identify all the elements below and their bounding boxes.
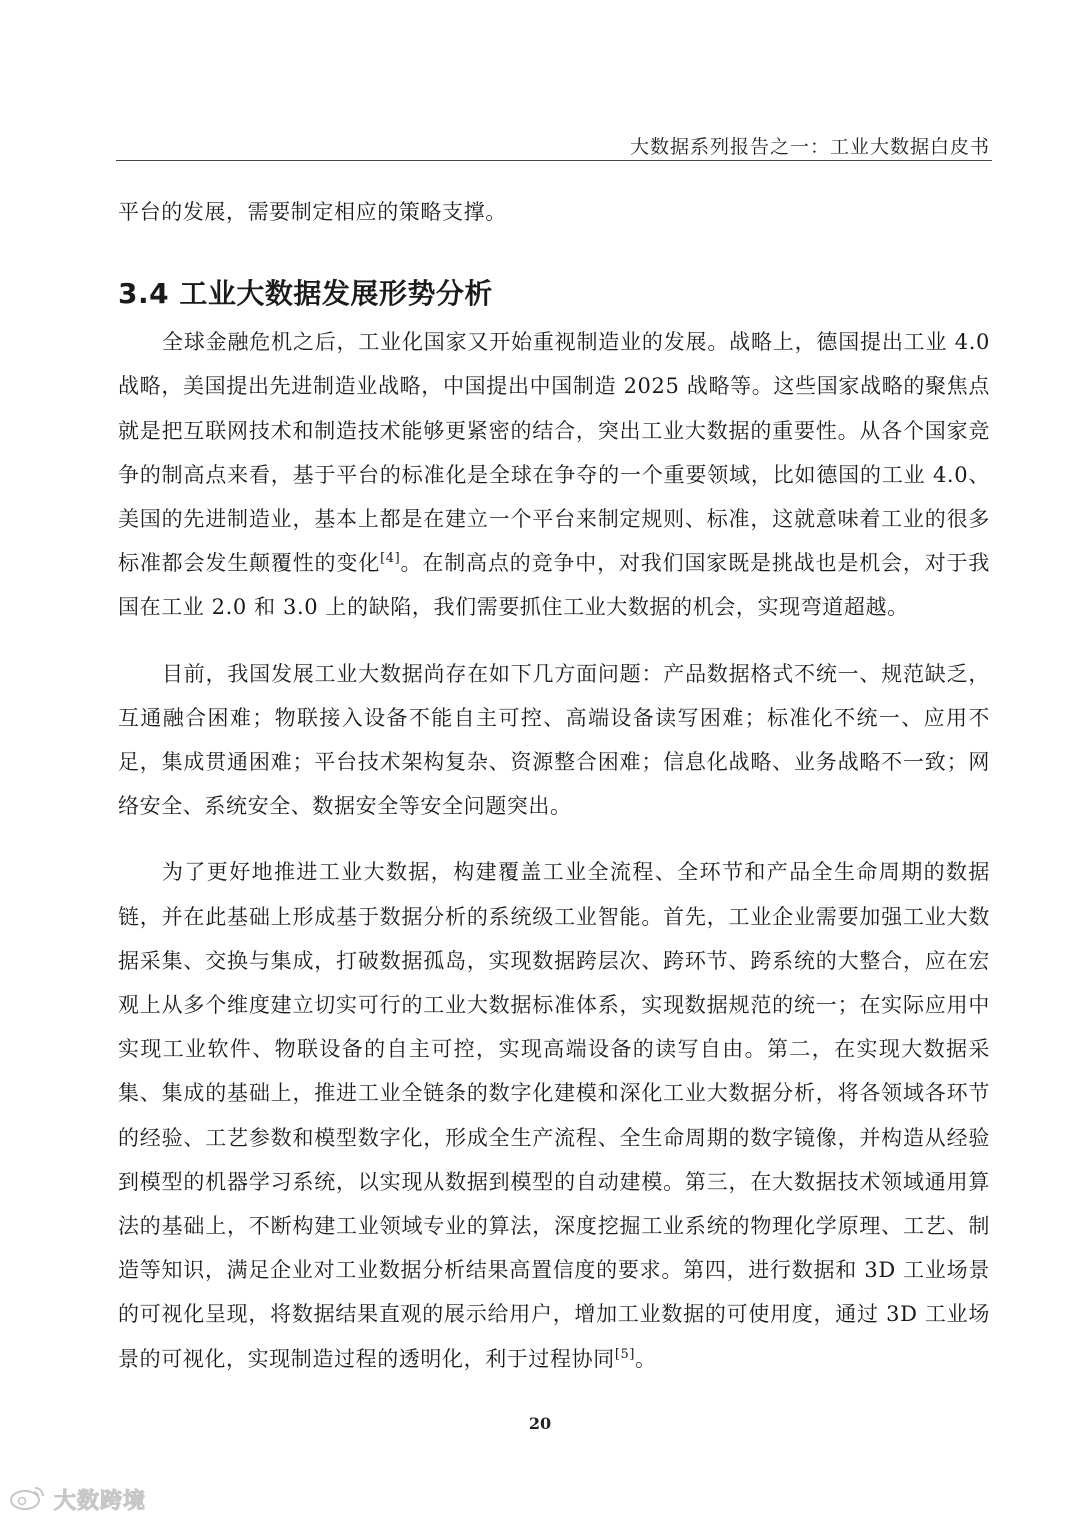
- continuation-paragraph: 平台的发展，需要制定相应的策略支撑。: [118, 200, 507, 224]
- weibo-logo-icon: [8, 1482, 48, 1516]
- paragraph-1-text-cont: 。在制高点的竞争中，对我们国家既是挑战也是机会，对于我国在工业 2.0 和 3.0 上的缺陷，我们需要抓住工业大数据的机会，实现弯道超越。: [118, 551, 991, 620]
- citation-ref-5: [5]: [614, 1346, 636, 1362]
- citation-ref-4: [4]: [380, 551, 401, 567]
- paragraph-spacer: [118, 630, 990, 652]
- paragraph-3-text: 为了更好地推进工业大数据，构建覆盖工业全流程、全环节和产品全生命周期的数据链，并在此基础上形成基于数据分析的系统级工业智能。首先，工业企业需要加强工业大数据采集、交换与集成，打破数据孤岛，实现数据跨层次、跨环节、跨系统的大整合，应在宏观上从多个维度建立切实可行的工业大数据标准体系，实现数据规范的统一；在实际应用中实现工业软件、物联设备的自主可控，实现高端设备的读写自由。第二，在实现大数据采集、集成的基础上，推进工业全链条的数字化建模和深化工业大数据分析，将各领域各环节的经验、工艺参数和模型数字化，形成全生产流程、全生命周期的数字镜像，并构造从经验到模型的机器学习系统，以实现从数据到模型的自动建模。第三，在大数据技术领域通用算法的基础上，不断构建工业领域专业的算法，深度挖掘工业系统的物理化学原理、工艺、制造等知识，满足企业对工业数据分析结果高置信度的要求。第四，进行数据和 3D 工业场景的可视化呈现，将数据结果直观的展示给用户，增加工业数据的可使用度，通过 3D 工业场景的可视化，实现制造过程的透明化，利于过程协同: [118, 860, 990, 1371]
- paragraph-spacer: [118, 828, 990, 850]
- paragraph-2: 目前，我国发展工业大数据尚存在如下几方面问题：产品数据格式不统一、规范缺乏，互通融合困难；物联接入设备不能自主可控、高端设备读写困难；标准化不统一、应用不足，集成贯通困难；平台技术架构复杂、资源整合困难；信息化战略、业务战略不一致；网络安全、系统安全、数据安全等安全问题突出。: [118, 661, 990, 819]
- paragraph-3: [118, 850, 990, 1380]
- section-heading: 3.4 工业大数据发展形势分析: [118, 277, 493, 311]
- watermark: [8, 1482, 146, 1516]
- paragraph-1: [118, 320, 990, 629]
- page-number: 20: [528, 1414, 552, 1433]
- watermark-text: 大数跨境: [54, 1488, 147, 1514]
- header-rule: [116, 160, 992, 161]
- paragraph-3-text-cont: 。: [635, 1346, 657, 1371]
- running-header: 大数据系列报告之一：工业大数据白皮书: [629, 136, 990, 158]
- paragraph-1-text: 全球金融危机之后，工业化国家又开始重视制造业的发展。战略上，德国提出工业 4.0 战略，美国提出先进制造业战略，中国提出中国制造 2025 战略等。这些国家战略的聚焦点就是把互联网技术和制造技术能够更紧密的结合，突出工业大数据的重要性。从各个国家竞争的制高点来看，基于平台的标准化是全球在争夺的一个重要领域，比如德国的工业 4.0、美国的先进制造业，基本上都是在建立一个平台来制定规则、标准，这就意味着工业的很多标准都会发生颠覆性的变化: [118, 330, 990, 576]
- page-body: [118, 190, 990, 1381]
